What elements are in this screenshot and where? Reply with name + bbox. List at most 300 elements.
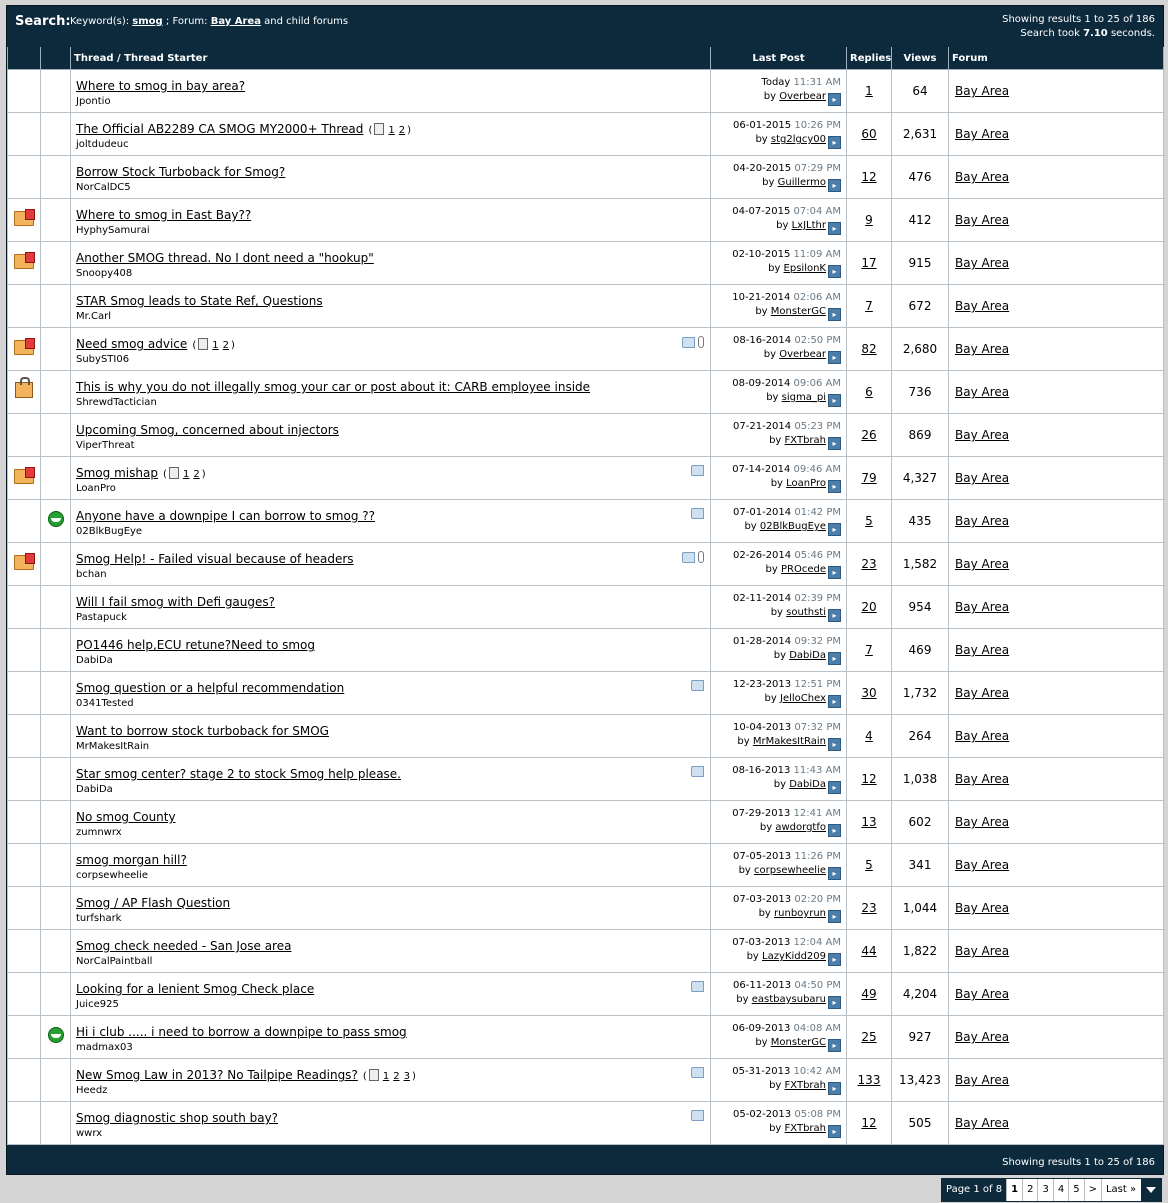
header-icon-col xyxy=(8,47,41,70)
forum-cell xyxy=(949,414,1164,457)
thread-title-link[interactable]: Borrow Stock Turboback for Smog? xyxy=(76,165,286,179)
thread-starter[interactable]: MrMakesItRain xyxy=(76,741,150,752)
replies-link[interactable]: 12 xyxy=(861,1116,877,1130)
thread-icon-cell xyxy=(41,457,71,500)
replies-link[interactable]: 23 xyxy=(861,901,877,915)
goto-last-post-icon[interactable]: ▸ xyxy=(828,437,841,450)
thread-cell xyxy=(71,586,711,629)
thread-title-link[interactable]: Smog diagnostic shop south bay? xyxy=(76,1111,279,1125)
thread-page-link[interactable]: 2 xyxy=(193,469,200,480)
tag-icon xyxy=(691,508,704,519)
last-post-date: 02-26-2014 xyxy=(733,550,792,561)
goto-last-post-icon[interactable]: ▸ xyxy=(828,910,841,923)
last-post-date: 07-14-2014 xyxy=(732,464,791,475)
last-post-user-link[interactable]: stg2lgcy00 xyxy=(770,134,826,145)
goto-last-post-icon[interactable]: ▸ xyxy=(828,824,841,837)
thread-icon-cell xyxy=(41,629,71,672)
last-post-date: 08-16-2013 xyxy=(732,765,791,776)
thread-starter[interactable]: joltdudeuc xyxy=(76,139,129,150)
thread-pages: ( 1 2 ) xyxy=(163,469,206,480)
last-post-cell xyxy=(711,543,847,586)
last-post-user-link[interactable]: DabiDa xyxy=(789,650,826,661)
thread-title-link[interactable]: Another SMOG thread. No I dont need a "hookup" xyxy=(76,251,374,265)
replies-link[interactable]: 5 xyxy=(865,514,873,528)
thread-starter[interactable]: DabiDa xyxy=(76,655,113,666)
thread-starter[interactable]: Jpontio xyxy=(76,96,111,107)
last-post-by: by xyxy=(773,779,787,790)
forum-link[interactable]: Bay Area xyxy=(955,299,1010,313)
views-count: 736 xyxy=(892,371,949,414)
table-row xyxy=(8,1016,1164,1059)
multipage-icon xyxy=(169,467,179,479)
last-post-time: 02:50 PM xyxy=(794,335,841,346)
thread-icon-cell xyxy=(41,285,71,328)
last-post-time: 11:26 PM xyxy=(794,851,841,862)
forum-link[interactable]: Bay Area xyxy=(955,815,1010,829)
replies-link[interactable]: 133 xyxy=(857,1073,881,1087)
last-post-date: 07-05-2013 xyxy=(733,851,792,862)
thread-title-link[interactable]: New Smog Law in 2013? No Tailpipe Readings? xyxy=(76,1068,358,1082)
thread-status-cell xyxy=(8,371,41,414)
forum-cell xyxy=(949,500,1164,543)
thread-starter[interactable]: Juice925 xyxy=(76,999,119,1010)
goto-last-post-icon[interactable]: ▸ xyxy=(828,93,841,106)
search-results-frame xyxy=(6,5,1164,1175)
goto-last-post-icon[interactable]: ▸ xyxy=(828,222,841,235)
search-label: Search: xyxy=(15,14,71,29)
last-post-user-link[interactable]: Overbear xyxy=(779,349,826,360)
thread-cell xyxy=(71,1102,711,1145)
forum-link[interactable]: Bay Area xyxy=(955,987,1010,1001)
goto-last-post-icon[interactable]: ▸ xyxy=(828,351,841,364)
thread-starter[interactable]: corpsewheelie xyxy=(76,870,148,881)
last-post-by: by xyxy=(768,263,781,274)
table-row xyxy=(8,242,1164,285)
forum-link[interactable]: Bay Area xyxy=(955,342,1010,356)
replies-link[interactable]: 60 xyxy=(861,127,877,141)
last-post-date: 07-03-2013 xyxy=(733,894,792,905)
thread-starter[interactable]: NorCalDC5 xyxy=(76,182,131,193)
last-post-date: 08-16-2014 xyxy=(733,335,792,346)
goto-last-post-icon[interactable]: ▸ xyxy=(828,996,841,1009)
thread-title-link[interactable]: smog morgan hill? xyxy=(76,853,187,867)
thread-title-link[interactable]: Smog / AP Flash Question xyxy=(76,896,231,910)
thread-starter[interactable]: ViperThreat xyxy=(76,440,135,451)
forum-link[interactable]: Bay Area xyxy=(955,643,1010,657)
forum-cell xyxy=(949,586,1164,629)
thread-pages: ( 1 2 ) xyxy=(192,340,235,351)
last-post-date: 07-03-2013 xyxy=(732,937,791,948)
last-post-user-link[interactable]: LazyKidd209 xyxy=(762,951,826,962)
thread-title-link[interactable]: No smog County xyxy=(76,810,176,824)
last-post-user-link[interactable]: Overbear xyxy=(779,91,826,102)
thread-title-link[interactable]: Smog Help! - Failed visual because of headers xyxy=(76,552,354,566)
replies-link[interactable]: 49 xyxy=(861,987,877,1001)
forum-link[interactable]: Bay Area xyxy=(955,514,1010,528)
page-link[interactable]: 5 xyxy=(1068,1179,1083,1201)
goto-last-post-icon[interactable]: ▸ xyxy=(828,781,841,794)
thread-icon-cell xyxy=(41,1016,71,1059)
thread-title-link[interactable]: Where to smog in East Bay?? xyxy=(76,208,252,222)
forum-cell xyxy=(949,457,1164,500)
thread-icon-cell xyxy=(41,586,71,629)
last-post-cell xyxy=(711,242,847,285)
replies-cell xyxy=(847,70,892,113)
thread-starter[interactable]: 02BlkBugEye xyxy=(76,526,143,537)
thread-title-link[interactable]: Anyone have a downpipe I can borrow to smog ?? xyxy=(76,509,375,523)
forum-link[interactable]: Bay Area xyxy=(955,471,1010,485)
thread-icon-cell xyxy=(41,1059,71,1102)
hot-thread-folder-icon xyxy=(14,469,34,484)
goto-last-post-icon[interactable]: ▸ xyxy=(828,609,841,622)
thread-title-link[interactable]: The Official AB2289 CA SMOG MY2000+ Thread xyxy=(76,122,364,136)
last-post-by: by xyxy=(758,908,771,919)
last-post-cell xyxy=(711,70,847,113)
thread-starter[interactable]: zumnwrx xyxy=(76,827,122,838)
thread-starter[interactable]: turfshark xyxy=(76,913,122,924)
thread-status-cell xyxy=(8,844,41,887)
forum-link[interactable]: Bay Area xyxy=(955,557,1010,571)
forum-link[interactable]: Bay Area xyxy=(955,901,1010,915)
goto-last-post-icon[interactable]: ▸ xyxy=(828,1039,841,1052)
last-post-cell xyxy=(711,285,847,328)
thread-page-link[interactable]: 2 xyxy=(393,1071,400,1082)
last-post-time: 05:08 PM xyxy=(794,1109,841,1120)
last-post-time: 01:42 PM xyxy=(794,507,841,518)
forum-link[interactable]: Bay Area xyxy=(955,170,1010,184)
thread-icon-cell xyxy=(41,1102,71,1145)
replies-link[interactable]: 82 xyxy=(861,342,877,356)
views-count: 869 xyxy=(892,414,949,457)
last-post-time: 02:06 AM xyxy=(793,292,841,303)
thread-title-link[interactable]: Smog check needed - San Jose area xyxy=(76,939,292,953)
results-footer xyxy=(7,1150,1163,1174)
goto-last-post-icon[interactable]: ▸ xyxy=(828,523,841,536)
last-post-cell xyxy=(711,1016,847,1059)
showing-range: 1 to 25 of 186 xyxy=(1084,14,1155,25)
forum-link[interactable]: Bay Area xyxy=(955,686,1010,700)
thread-page-link[interactable]: 1 xyxy=(182,469,190,480)
forum-link[interactable]: Bay Area xyxy=(955,213,1010,227)
last-post-cell xyxy=(711,199,847,242)
thread-title-link[interactable]: STAR Smog leads to State Ref, Questions xyxy=(76,294,323,308)
thread-cell xyxy=(71,844,711,887)
thread-status-cell xyxy=(8,457,41,500)
goto-last-post-icon[interactable]: ▸ xyxy=(828,1125,841,1138)
replies-cell xyxy=(847,285,892,328)
thread-title-link[interactable]: Need smog advice xyxy=(76,337,188,351)
header-forum[interactable]: Forum xyxy=(949,47,1164,70)
goto-last-post-icon[interactable]: ▸ xyxy=(828,480,841,493)
thread-title-link[interactable]: PO1446 help,ECU retune?Need to smog xyxy=(76,638,316,652)
search-stats xyxy=(1002,13,1155,41)
header-views[interactable]: Views xyxy=(892,47,949,70)
thread-status-cell xyxy=(8,500,41,543)
last-post-user-link[interactable]: FXTbrah xyxy=(784,1080,826,1091)
thread-title-link[interactable]: Where to smog in bay area? xyxy=(76,79,246,93)
replies-link[interactable]: 9 xyxy=(865,213,873,227)
last-post-user-link[interactable]: LoanPro xyxy=(786,478,826,489)
forum-link[interactable]: Bay Area xyxy=(955,1116,1010,1130)
goto-last-post-icon[interactable]: ▸ xyxy=(828,308,841,321)
thread-starter[interactable]: Pastapuck xyxy=(76,612,127,623)
thread-starter[interactable]: LoanPro xyxy=(76,483,116,494)
thread-title-link[interactable]: Will I fail smog with Defi gauges? xyxy=(76,595,276,609)
goto-last-post-icon[interactable]: ▸ xyxy=(828,652,841,665)
page-count-label: Page 1 of 8 xyxy=(942,1179,1006,1201)
last-post-by: by xyxy=(769,1080,782,1091)
last-post-user-link[interactable]: DabiDa xyxy=(789,779,826,790)
goto-last-post-icon[interactable]: ▸ xyxy=(828,695,841,708)
last-post-by: by xyxy=(737,736,750,747)
thread-title-link[interactable]: Star smog center? stage 2 to stock Smog help please. xyxy=(76,767,401,781)
forum-cell xyxy=(949,629,1164,672)
views-count: 2,680 xyxy=(892,328,949,371)
criteria-separator: ; xyxy=(165,16,170,27)
thread-starter[interactable]: Snoopy408 xyxy=(76,268,133,279)
thread-status-cell xyxy=(8,930,41,973)
goto-last-post-icon[interactable]: ▸ xyxy=(828,179,841,192)
replies-link[interactable]: 6 xyxy=(865,385,873,399)
last-post-user-link[interactable]: 02BlkBugEye xyxy=(759,521,826,532)
thread-status-cell xyxy=(8,328,41,371)
forum-cell xyxy=(949,285,1164,328)
last-post-by: by xyxy=(736,994,749,1005)
last-post-time: 04:08 AM xyxy=(793,1023,841,1034)
last-post-user-link[interactable]: awdorgtfo xyxy=(775,822,826,833)
replies-link[interactable]: 44 xyxy=(861,944,877,958)
thread-icon-cell xyxy=(41,242,71,285)
thread-title-link[interactable]: Smog question or a helpful recommendation xyxy=(76,681,345,695)
page-link-current[interactable]: 1 xyxy=(1006,1179,1022,1201)
last-post-date: 07-29-2013 xyxy=(732,808,791,819)
thread-title-link[interactable]: Smog mishap xyxy=(76,466,158,480)
goto-last-post-icon[interactable]: ▸ xyxy=(828,136,841,149)
replies-link[interactable]: 25 xyxy=(861,1030,877,1044)
replies-link[interactable]: 1 xyxy=(865,84,873,98)
thread-page-link[interactable]: 3 xyxy=(403,1071,410,1082)
goto-last-post-icon[interactable]: ▸ xyxy=(828,394,841,407)
forum-link[interactable]: Bay Area xyxy=(955,729,1010,743)
last-post-by: by xyxy=(769,1123,782,1134)
thread-starter[interactable]: bchan xyxy=(76,569,107,580)
thread-starter[interactable]: SubySTI06 xyxy=(76,354,130,365)
thread-starter[interactable]: 0341Tested xyxy=(76,698,134,709)
replies-link[interactable]: 26 xyxy=(861,428,877,442)
last-post-time: 11:43 AM xyxy=(793,765,841,776)
thread-starter[interactable]: madmax03 xyxy=(76,1042,133,1053)
forum-cell xyxy=(949,973,1164,1016)
thread-icon-cell xyxy=(41,500,71,543)
last-post-by: by xyxy=(755,1037,768,1048)
table-row xyxy=(8,199,1164,242)
last-post-user-link[interactable]: MonsterGC xyxy=(770,1037,826,1048)
thread-starter[interactable]: Mr.Carl xyxy=(76,311,111,322)
last-post-user-link[interactable]: MrMakesItRain xyxy=(752,736,826,747)
goto-last-post-icon[interactable]: ▸ xyxy=(828,1082,841,1095)
paperclip-icon xyxy=(698,551,704,563)
last-post-cell xyxy=(711,414,847,457)
thread-page-link[interactable]: 1 xyxy=(212,340,219,351)
thread-title-link[interactable]: Want to borrow stock turboback for SMOG xyxy=(76,724,329,738)
table-row xyxy=(8,457,1164,500)
views-count: 1,044 xyxy=(892,887,949,930)
forum-link[interactable]: Bay Area xyxy=(955,256,1010,270)
thread-icon-cell xyxy=(41,887,71,930)
views-count: 927 xyxy=(892,1016,949,1059)
thread-icon-cell xyxy=(41,758,71,801)
table-row xyxy=(8,844,1164,887)
thread-page-link[interactable]: 2 xyxy=(398,125,406,136)
goto-last-post-icon[interactable]: ▸ xyxy=(828,953,841,966)
last-post-user-link[interactable]: JelloChex xyxy=(780,693,826,704)
thread-cell xyxy=(71,629,711,672)
tag-icon xyxy=(682,552,695,563)
table-row xyxy=(8,113,1164,156)
tag-icon xyxy=(691,1110,704,1121)
thread-icon-cell xyxy=(41,156,71,199)
views-count: 13,423 xyxy=(892,1059,949,1102)
forum-cell xyxy=(949,672,1164,715)
forum-link[interactable]: Bay Area xyxy=(955,858,1010,872)
last-page-link[interactable]: Last » xyxy=(1101,1179,1140,1201)
last-post-user-link[interactable]: sigma_pi xyxy=(781,392,826,403)
replies-link[interactable]: 7 xyxy=(865,299,873,313)
hot-thread-folder-icon xyxy=(14,211,34,226)
thread-cell xyxy=(71,156,711,199)
replies-cell xyxy=(847,844,892,887)
last-post-date: 05-31-2013 xyxy=(732,1066,791,1077)
views-count: 264 xyxy=(892,715,949,758)
thread-title-link[interactable]: Hi i club ..... i need to borrow a downpipe to pass smog xyxy=(76,1025,407,1039)
last-post-date: 05-02-2013 xyxy=(733,1109,792,1120)
last-post-cell xyxy=(711,672,847,715)
last-post-cell xyxy=(711,629,847,672)
last-post-date: 04-07-2015 xyxy=(732,206,791,217)
forum-link[interactable]: Bay Area xyxy=(955,84,1010,98)
forum-link[interactable]: Bay Area xyxy=(955,428,1010,442)
header-thread[interactable]: Thread / Thread Starter xyxy=(71,47,711,70)
last-post-user-link[interactable]: southsti xyxy=(786,607,826,618)
replies-link[interactable]: 12 xyxy=(861,170,877,184)
last-post-user-link[interactable]: PROcede xyxy=(781,564,826,575)
page-link[interactable]: 2 xyxy=(1022,1179,1037,1201)
paperclip-icon xyxy=(698,336,704,348)
table-row xyxy=(8,414,1164,457)
forum-link[interactable]: Bay Area xyxy=(955,127,1010,141)
last-post-user-link[interactable]: eastbaysubaru xyxy=(751,994,826,1005)
keyword-link[interactable]: smog xyxy=(132,16,163,27)
thread-page-link[interactable]: 2 xyxy=(222,340,230,351)
thread-title-link[interactable]: Upcoming Smog, concerned about injectors xyxy=(76,423,339,437)
replies-link[interactable]: 23 xyxy=(861,557,877,571)
last-post-user-link[interactable]: LxJLthr xyxy=(791,220,826,231)
locked-thread-icon xyxy=(15,382,33,398)
last-post-date: 06-11-2013 xyxy=(733,980,792,991)
replies-link[interactable]: 13 xyxy=(861,815,877,829)
thread-title-link[interactable]: Looking for a lenient Smog Check place xyxy=(76,982,315,996)
thread-status-cell xyxy=(8,586,41,629)
thread-icon-cell xyxy=(41,70,71,113)
page-link[interactable]: 4 xyxy=(1053,1179,1068,1201)
replies-link[interactable]: 5 xyxy=(865,858,873,872)
replies-cell xyxy=(847,715,892,758)
thread-starter[interactable]: Heedz xyxy=(76,1085,108,1096)
page-link[interactable]: 3 xyxy=(1037,1179,1052,1201)
table-row xyxy=(8,500,1164,543)
thread-page-link[interactable]: 1 xyxy=(388,125,395,136)
views-count: 64 xyxy=(892,70,949,113)
thread-flags xyxy=(679,551,704,566)
last-post-time: 10:42 AM xyxy=(793,1066,841,1077)
forum-link[interactable]: Bay Area xyxy=(955,1030,1010,1044)
forum-link[interactable]: Bay Area xyxy=(955,944,1010,958)
forum-cell xyxy=(949,758,1164,801)
results-body xyxy=(8,70,1164,1145)
last-post-by: by xyxy=(770,478,783,489)
last-post-date: 10-21-2014 xyxy=(732,292,791,303)
forum-link[interactable]: Bay Area xyxy=(955,1073,1010,1087)
last-post-user-link[interactable]: corpsewheelie xyxy=(754,865,826,876)
table-row xyxy=(8,930,1164,973)
replies-link[interactable]: 17 xyxy=(861,256,877,270)
last-post-by: by xyxy=(755,134,768,145)
thread-starter[interactable]: wwrx xyxy=(76,1128,103,1139)
replies-link[interactable]: 4 xyxy=(865,729,873,743)
last-post-user-link[interactable]: Guillermo xyxy=(777,177,826,188)
thread-starter[interactable]: NorCalPaintball xyxy=(76,956,153,967)
thread-title-link[interactable]: This is why you do not illegally smog your car or post about it: CARB employee inside xyxy=(76,380,591,394)
forum-link[interactable]: Bay Area xyxy=(955,600,1010,614)
last-post-user-link[interactable]: FXTbrah xyxy=(784,435,826,446)
thread-starter[interactable]: HyphySamurai xyxy=(76,225,150,236)
replies-link[interactable]: 7 xyxy=(865,643,873,657)
last-post-cell xyxy=(711,930,847,973)
header-replies[interactable]: Replies xyxy=(847,47,892,70)
header-last-post[interactable]: Last Post xyxy=(711,47,847,70)
forum-link[interactable]: Bay Area xyxy=(955,772,1010,786)
thread-starter[interactable]: DabiDa xyxy=(76,784,113,795)
thread-icon-cell xyxy=(41,801,71,844)
thread-pages: ( 1 2 ) xyxy=(368,125,412,136)
goto-last-post-icon[interactable]: ▸ xyxy=(828,265,841,278)
last-post-user-link[interactable]: FXTbrah xyxy=(784,1123,826,1134)
replies-cell xyxy=(847,156,892,199)
goto-last-post-icon[interactable]: ▸ xyxy=(828,566,841,579)
thread-starter[interactable]: ShrewdTactician xyxy=(76,397,157,408)
last-post-user-link[interactable]: runboyrun xyxy=(774,908,826,919)
last-post-time: 09:06 AM xyxy=(793,378,841,389)
last-post-user-link[interactable]: EpsilonK xyxy=(783,263,826,274)
replies-link[interactable]: 12 xyxy=(861,772,877,786)
replies-cell xyxy=(847,113,892,156)
page-menu-dropdown-icon[interactable] xyxy=(1140,1179,1161,1201)
last-post-time: 12:04 AM xyxy=(793,937,841,948)
last-post-user-link[interactable]: MonsterGC xyxy=(770,306,826,317)
goto-last-post-icon[interactable]: ▸ xyxy=(828,738,841,751)
page-navigation xyxy=(941,1178,1162,1202)
replies-link[interactable]: 20 xyxy=(861,600,877,614)
forum-link[interactable]: Bay Area xyxy=(210,16,261,27)
thread-page-link[interactable]: 1 xyxy=(382,1071,390,1082)
replies-link[interactable]: 79 xyxy=(861,471,877,485)
multipage-icon xyxy=(198,338,208,350)
thread-status-cell xyxy=(8,758,41,801)
forum-link[interactable]: Bay Area xyxy=(955,385,1010,399)
next-page-link[interactable]: > xyxy=(1084,1179,1101,1201)
replies-link[interactable]: 30 xyxy=(861,686,877,700)
goto-last-post-icon[interactable]: ▸ xyxy=(828,867,841,880)
